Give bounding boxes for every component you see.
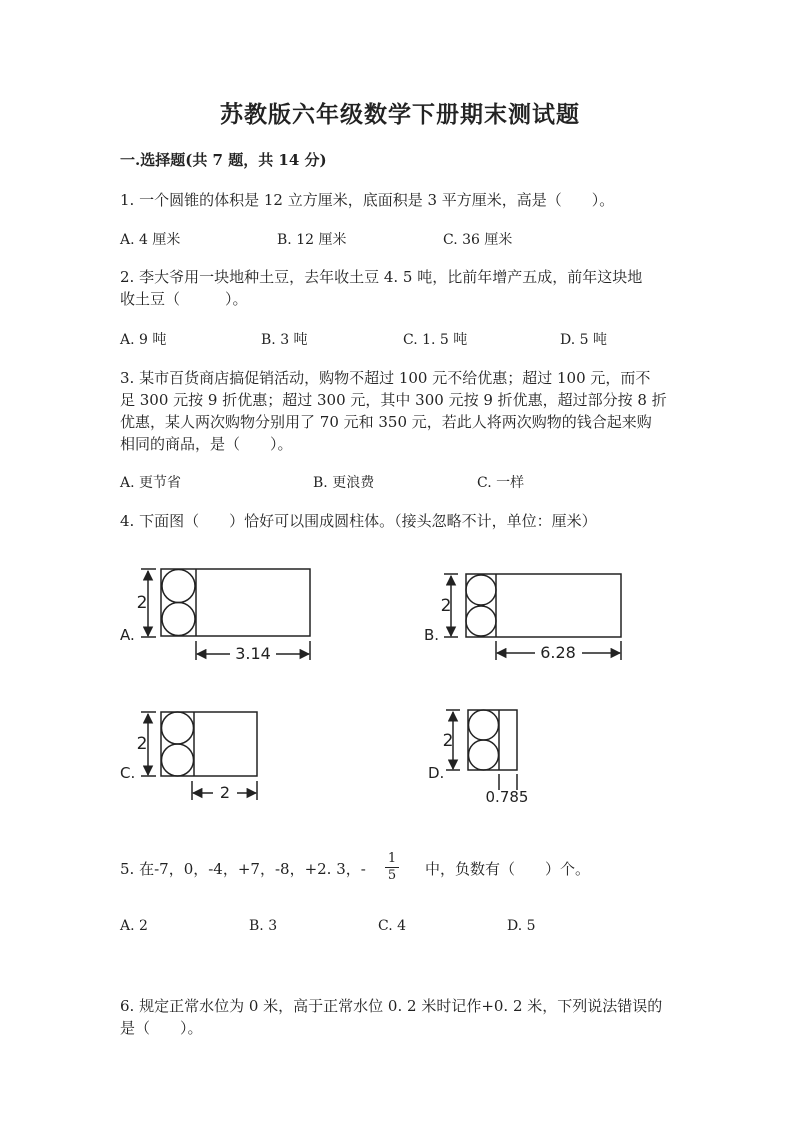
question-5-option-a[interactable]: A. 2 — [120, 918, 148, 934]
question-2-option-b[interactable]: B. 3 吨 — [261, 332, 308, 348]
question-1-text: 1. 一个圆锥的体积是 12 立方厘米，底面积是 3 平方厘米，高是（ ）。 — [120, 191, 615, 209]
figure-c-label[interactable]: C. — [120, 764, 136, 782]
question-6-line-1: 6. 规定正常水位为 0 米，高于正常水位 0. 2 米时记作+0. 2 米，下列说法错误的 — [120, 997, 663, 1015]
question-5-option-c[interactable]: C. 4 — [378, 918, 407, 934]
section-heading: 一.选择题(共 7 题，共 14 分) — [120, 151, 327, 169]
question-5-text-after: 中，负数有（ ）个。 — [425, 860, 591, 878]
question-3-option-a[interactable]: A. 更节省 — [120, 475, 182, 491]
fraction-denominator: 5 — [387, 868, 397, 883]
figure-d-label[interactable]: D. — [428, 764, 445, 782]
figure-b-diagram — [444, 574, 621, 660]
question-3-line-4: 相同的商品，是（ ）。 — [120, 435, 293, 453]
figure-b-height: 2 — [440, 596, 452, 616]
figure-b-width: 6.28 — [540, 643, 576, 662]
figure-d-height: 2 — [442, 731, 454, 751]
figure-d-diagram — [446, 710, 517, 790]
fraction-numerator: 1 — [385, 851, 399, 868]
figure-a-width: 3.14 — [235, 644, 271, 663]
question-4-text: 4. 下面图（ ）恰好可以围成圆柱体。（接头忽略不计，单位：厘米） — [120, 512, 597, 530]
question-5-option-d[interactable]: D. 5 — [507, 918, 536, 934]
question-2-line-1: 2. 李大爷用一块地种土豆，去年收土豆 4. 5 吨，比前年增产五成，前年这块地 — [120, 268, 643, 286]
question-1-option-c[interactable]: C. 36 厘米 — [443, 232, 513, 248]
question-2-option-a[interactable]: A. 9 吨 — [120, 332, 167, 348]
question-1-option-b[interactable]: B. 12 厘米 — [277, 232, 347, 248]
figure-b-label[interactable]: B. — [424, 626, 440, 644]
question-3-option-c[interactable]: C. 一样 — [477, 475, 525, 491]
question-3-line-2: 足 300 元按 9 折优惠；超过 300 元，其中 300 元按 9 折优惠，超过部分按 8 折 — [120, 391, 667, 409]
figure-a-label[interactable]: A. — [120, 626, 135, 644]
question-2-option-c[interactable]: C. 1. 5 吨 — [403, 332, 468, 348]
question-1-option-a[interactable]: A. 4 厘米 — [120, 232, 181, 248]
figure-c-width: 2 — [219, 783, 231, 802]
question-5-option-b[interactable]: B. 3 — [249, 918, 278, 934]
question-3-line-3: 优惠，某人两次购物分别用了 70 元和 350 元，若此人将两次购物的钱合起来购 — [120, 413, 652, 431]
question-3-option-b[interactable]: B. 更浪费 — [313, 475, 375, 491]
question-6-line-2: 是（ ）。 — [120, 1019, 203, 1037]
question-2-line-2: 收土豆（ ）。 — [120, 290, 248, 308]
page-title: 苏教版六年级数学下册期末测试题 — [220, 101, 580, 128]
question-2-option-d[interactable]: D. 5 吨 — [560, 332, 607, 348]
figure-a-diagram — [141, 569, 310, 660]
figure-a-height: 2 — [136, 593, 148, 613]
question-5-fraction — [385, 851, 399, 884]
figure-c-diagram — [141, 712, 257, 800]
question-5-text-before: 5. 在-7，0，-4，+7，-8，+2. 3，- — [120, 860, 366, 878]
question-3-line-1: 3. 某市百货商店搞促销活动，购物不超过 100 元不给优惠；超过 100 元，而不 — [120, 369, 651, 387]
figure-c-height: 2 — [136, 734, 148, 754]
figure-d-width: 0.785 — [485, 788, 529, 806]
